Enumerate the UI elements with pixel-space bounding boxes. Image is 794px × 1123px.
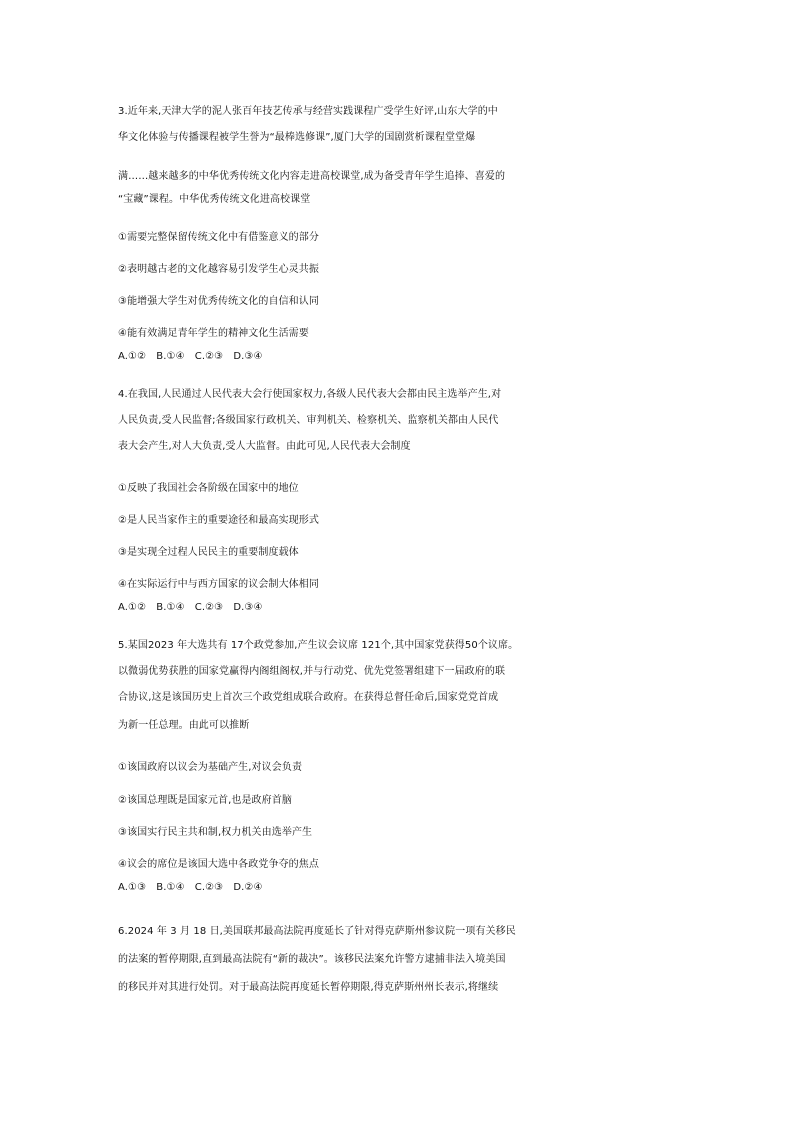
q4-answer-choices: A.①② B.①④ C.②③ D.③④ [118, 602, 263, 613]
q4-option-4: ④在实际运行中与西方国家的议会制大体相同 [118, 579, 319, 590]
q5-stem-line-1: 5.某国2023 年大选共有 17个政党参加,产生议会议席 121个,其中国家党获得50个议席。 [118, 640, 519, 651]
q3-option-2: ②表明越古老的文化越容易引发学生心灵共振 [118, 264, 319, 275]
q6-stem-line-2: 的法案的暂停期限,直到最高法院有“新的裁决”。该移民法案允许警方逮捕非法入境美国 [118, 954, 506, 965]
q5-option-1: ①该国政府以议会为基础产生,对议会负责 [118, 762, 303, 773]
q3-stem-line-1: 3.近年来,天津大学的泥人张百年技艺传承与经营实践课程广受学生好评,山东大学的中 [118, 106, 498, 117]
q3-option-1: ①需要完整保留传统文化中有借鉴意义的部分 [118, 232, 319, 243]
q5-stem-line-2: 以微弱优势获胜的国家党赢得内阁组阁权,并与行动党、优先党签署组建下一届政府的联 [118, 666, 506, 677]
q5-stem-line-3: 合协议,这是该国历史上首次三个政党组成联合政府。在获得总督任命后,国家党党首成 [118, 692, 499, 703]
q3-stem-line-4: “宝藏”课程。中华优秀传统文化进高校课堂 [118, 194, 311, 205]
q4-option-1: ①反映了我国社会各阶级在国家中的地位 [118, 483, 299, 494]
q4-stem-line-3: 表大会产生,对人大负责,受人大监督。由此可见,人民代表大会制度 [118, 441, 411, 452]
q5-option-4: ④议会的席位是该国大选中各政党争夺的焦点 [118, 859, 319, 870]
q4-option-2: ②是人民当家作主的重要途径和最高实现形式 [118, 515, 319, 526]
q3-option-3: ③能增强大学生对优秀传统文化的自信和认同 [118, 296, 319, 307]
q3-answer-choices: A.①② B.①④ C.②③ D.③④ [118, 351, 263, 362]
q5-option-2: ②该国总理既是国家元首,也是政府首脑 [118, 795, 292, 806]
q5-option-3: ③该国实行民主共和制,权力机关由选举产生 [118, 827, 313, 838]
q6-stem-line-1: 6.2024 年 3 月 18 日,美国联邦最高法院再度延长了针对得克萨斯州参议院一项有关移民 [118, 926, 516, 937]
q3-option-4: ④能有效满足青年学生的精神文化生活需要 [118, 328, 309, 339]
q4-option-3: ③是实现全过程人民民主的重要制度载体 [118, 547, 299, 558]
q6-stem-line-3: 的移民并对其进行处罚。对于最高法院再度延长暂停期限,得克萨斯州州长表示,将继续 [118, 982, 499, 993]
q4-stem-line-1: 4.在我国,人民通过人民代表大会行使国家权力,各级人民代表大会都由民主选举产生,对 [118, 389, 502, 400]
q3-stem-line-3: 满……越来越多的中华优秀传统文化内容走进高校课堂,成为备受青年学生追捧、喜爱的 [118, 171, 506, 182]
q5-stem-line-4: 为新一任总理。由此可以推断 [118, 720, 250, 731]
q5-answer-choices: A.①③ B.①④ C.②③ D.②④ [118, 882, 263, 893]
q4-stem-line-2: 人民负责,受人民监督;各级国家行政机关、审判机关、检察机关、监察机关都由人民代 [118, 415, 499, 426]
q3-stem-line-2: 华文化体验与传播课程被学生誉为“最棒选修课”,厦门大学的国剧赏析课程堂堂爆 [118, 132, 476, 143]
